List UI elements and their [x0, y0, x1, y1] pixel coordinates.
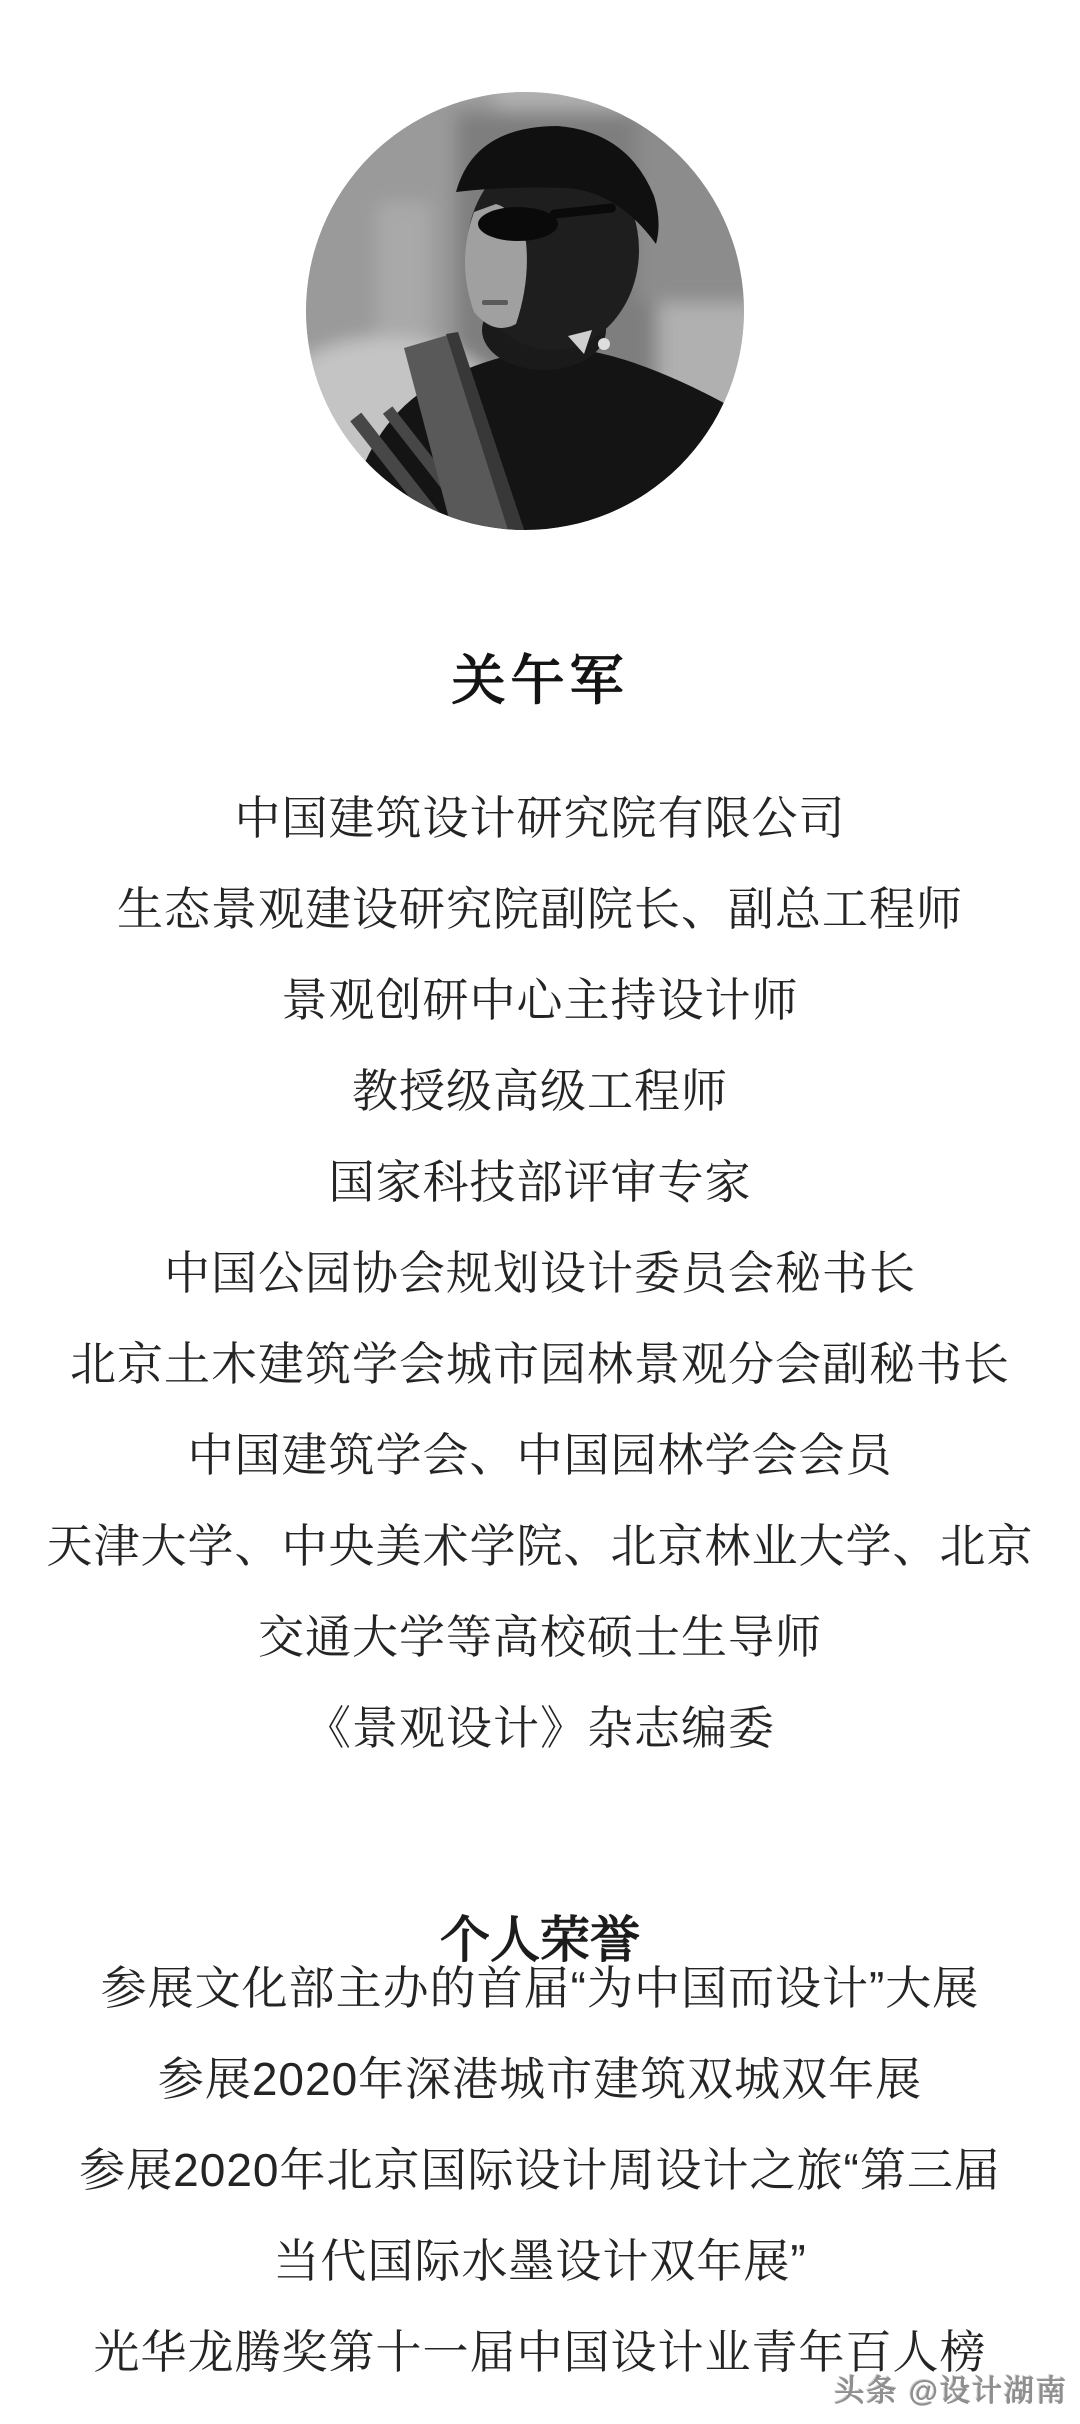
- title-line: 中国公园协会规划设计委员会秘书长: [164, 1247, 916, 1299]
- title-line: 中国建筑学会、中国园林学会会员: [187, 1429, 893, 1481]
- honors-section-title: 个人荣誉: [440, 1911, 640, 1968]
- profile-name: 关午军: [451, 651, 629, 712]
- title-line: 北京土木建筑学会城市园林景观分会副秘书长: [70, 1338, 1010, 1390]
- title-line: 国家科技部评审专家: [328, 1156, 752, 1208]
- watermark: 头条 @设计湖南: [834, 2375, 1068, 2408]
- title-line: 教授级高级工程师: [352, 1065, 728, 1117]
- title-line: 天津大学、中央美术学院、北京林业大学、北京: [46, 1520, 1034, 1572]
- honor-line: 参展2020年深港城市建筑双城双年展: [157, 2053, 923, 2105]
- honor-line: 光华龙腾奖第十一届中国设计业青年百人榜: [93, 2326, 987, 2378]
- honor-line: 当代国际水墨设计双年展”: [273, 2235, 807, 2287]
- avatar: [306, 92, 744, 530]
- title-line: 景观创研中心主持设计师: [281, 974, 799, 1026]
- title-line: 生态景观建设研究院副院长、副总工程师: [117, 883, 963, 935]
- honor-line: 参展文化部主办的首届“为中国而设计”大展: [100, 1962, 980, 2014]
- title-line: 中国建筑设计研究院有限公司: [234, 792, 846, 844]
- titles-list: [0, 773, 1080, 1774]
- title-line: 交通大学等高校硕士生导师: [258, 1611, 822, 1663]
- portrait-photo: [306, 92, 744, 530]
- honors-list: [0, 1943, 1080, 2398]
- honor-line: 参展2020年北京国际设计周设计之旅“第三届: [79, 2144, 1001, 2196]
- title-line: 《景观设计》杂志编委: [305, 1702, 775, 1754]
